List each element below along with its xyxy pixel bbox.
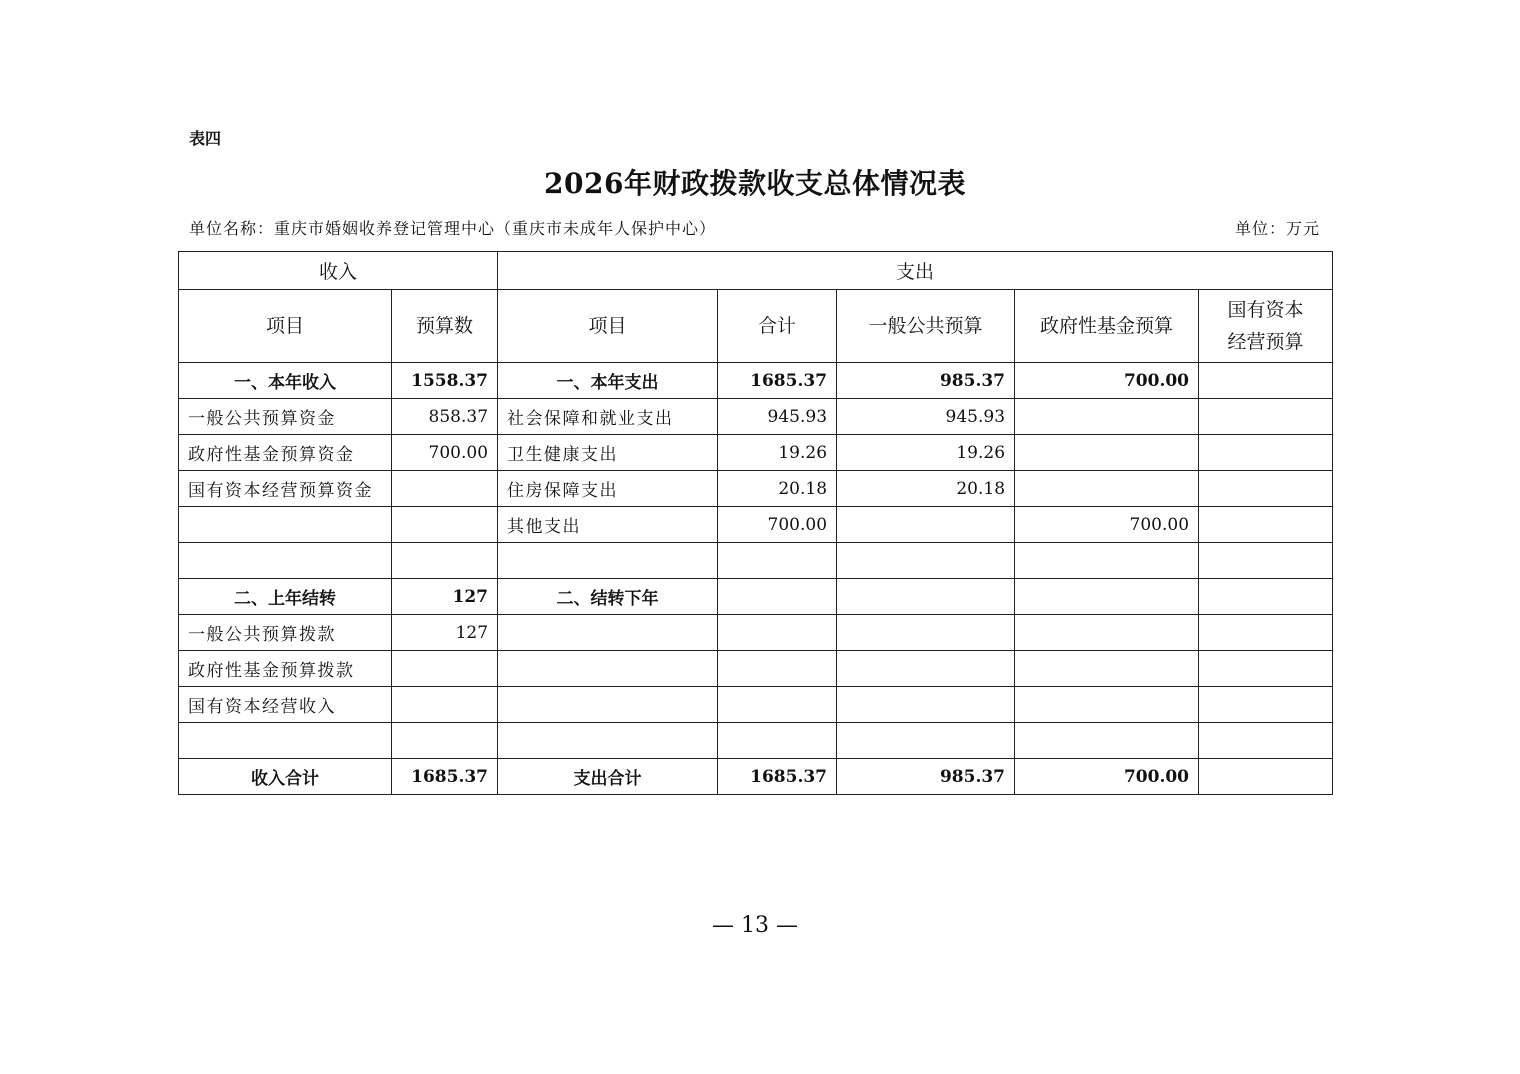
gov-fund-cell [1015,579,1199,615]
total-cell: 20.18 [718,471,837,507]
income-item-cell [179,543,392,579]
general-public-cell [837,687,1015,723]
table-row [179,399,1333,435]
general-public-cell [837,507,1015,543]
state-capital-cell [1199,363,1333,399]
income-amount-cell [392,471,498,507]
gov-fund-cell [1015,615,1199,651]
state-capital-cell [1199,399,1333,435]
table-row [179,363,1333,399]
income-amount-cell [392,687,498,723]
table-row [179,579,1333,615]
total-cell: 1685.37 [718,363,837,399]
income-item-cell: 政府性基金预算资金 [179,435,392,471]
table-row [179,651,1333,687]
income-item-cell [179,723,392,759]
total-cell [718,723,837,759]
table-row [179,507,1333,543]
general-public-cell [837,651,1015,687]
income-item-cell: 二、上年结转 [179,579,392,615]
page-title: 2026年财政拨款收支总体情况表 [544,167,966,200]
gov-fund-cell [1015,471,1199,507]
header-row-columns [179,290,1333,363]
income-item-cell: 国有资本经营预算资金 [179,471,392,507]
income-amount-cell: 127 [392,579,498,615]
expense-item-cell: 一、本年支出 [498,363,718,399]
total-cell: 1685.37 [718,759,837,795]
general-public-cell [837,579,1015,615]
state-capital-cell [1199,579,1333,615]
income-amount-cell [392,543,498,579]
table-row [179,615,1333,651]
expense-item-cell: 卫生健康支出 [498,435,718,471]
total-cell [718,543,837,579]
gov-fund-cell [1015,687,1199,723]
total-cell [718,651,837,687]
income-item-cell: 国有资本经营收入 [179,687,392,723]
gov-fund-cell: 700.00 [1015,759,1199,795]
expense-item-cell: 二、结转下年 [498,579,718,615]
income-item-cell: 一般公共预算拨款 [179,615,392,651]
expense-item-cell [498,543,718,579]
expense-item-cell: 支出合计 [498,759,718,795]
general-public-cell [837,723,1015,759]
expense-item-cell: 住房保障支出 [498,471,718,507]
state-capital-cell [1199,615,1333,651]
gov-fund-cell [1015,435,1199,471]
gov-fund-cell: 700.00 [1015,363,1199,399]
state-capital-cell [1199,723,1333,759]
state-capital-cell [1199,651,1333,687]
budget-amount-header: 预算数 [392,290,498,363]
state-capital-header [1199,290,1333,363]
budget-table [178,251,1333,795]
table-label: 表四 [189,129,222,148]
table-row [179,759,1333,795]
total-header: 合计 [718,290,837,363]
page-number: — 13 — [712,913,798,938]
income-header: 收入 [179,252,498,290]
gov-fund-header: 政府性基金预算 [1015,290,1199,363]
expense-item-header: 项目 [498,290,718,363]
table-row [179,471,1333,507]
state-capital-header-line1: 国有资本 [1227,299,1304,321]
total-cell [718,615,837,651]
state-capital-cell [1199,471,1333,507]
general-public-cell: 945.93 [837,399,1015,435]
total-cell: 945.93 [718,399,837,435]
gov-fund-cell [1015,543,1199,579]
table-body [179,363,1333,795]
general-public-cell: 985.37 [837,363,1015,399]
expense-item-cell [498,615,718,651]
gov-fund-cell [1015,723,1199,759]
total-cell [718,687,837,723]
unit-label: 单位：万元 [1234,219,1320,238]
unit-name: 单位名称：重庆市婚姻收养登记管理中心（重庆市未成年人保护中心） [189,219,717,238]
state-capital-cell [1199,687,1333,723]
income-amount-cell: 858.37 [392,399,498,435]
general-public-header: 一般公共预算 [837,290,1015,363]
income-amount-cell: 700.00 [392,435,498,471]
expense-item-cell [498,687,718,723]
income-amount-cell [392,723,498,759]
gov-fund-cell: 700.00 [1015,507,1199,543]
expense-item-cell [498,723,718,759]
income-item-header: 项目 [179,290,392,363]
gov-fund-cell [1015,399,1199,435]
general-public-cell [837,615,1015,651]
table-row [179,543,1333,579]
income-item-cell: 收入合计 [179,759,392,795]
header-row-top [179,252,1333,290]
total-cell: 700.00 [718,507,837,543]
general-public-cell: 985.37 [837,759,1015,795]
state-capital-cell [1199,759,1333,795]
total-cell: 19.26 [718,435,837,471]
state-capital-cell [1199,543,1333,579]
income-amount-cell [392,507,498,543]
income-amount-cell: 127 [392,615,498,651]
general-public-cell: 20.18 [837,471,1015,507]
expense-item-cell: 其他支出 [498,507,718,543]
income-item-cell: 一、本年收入 [179,363,392,399]
table-row [179,723,1333,759]
state-capital-cell [1199,507,1333,543]
income-amount-cell: 1558.37 [392,363,498,399]
state-capital-cell [1199,435,1333,471]
state-capital-header-line2: 经营预算 [1227,331,1304,353]
income-item-cell [179,507,392,543]
gov-fund-cell [1015,651,1199,687]
income-item-cell: 一般公共预算资金 [179,399,392,435]
table-row [179,687,1333,723]
income-amount-cell [392,651,498,687]
expense-header: 支出 [498,252,1333,290]
income-item-cell: 政府性基金预算拨款 [179,651,392,687]
table-row [179,435,1333,471]
expense-item-cell [498,651,718,687]
general-public-cell [837,543,1015,579]
general-public-cell: 19.26 [837,435,1015,471]
total-cell [718,579,837,615]
expense-item-cell: 社会保障和就业支出 [498,399,718,435]
income-amount-cell: 1685.37 [392,759,498,795]
